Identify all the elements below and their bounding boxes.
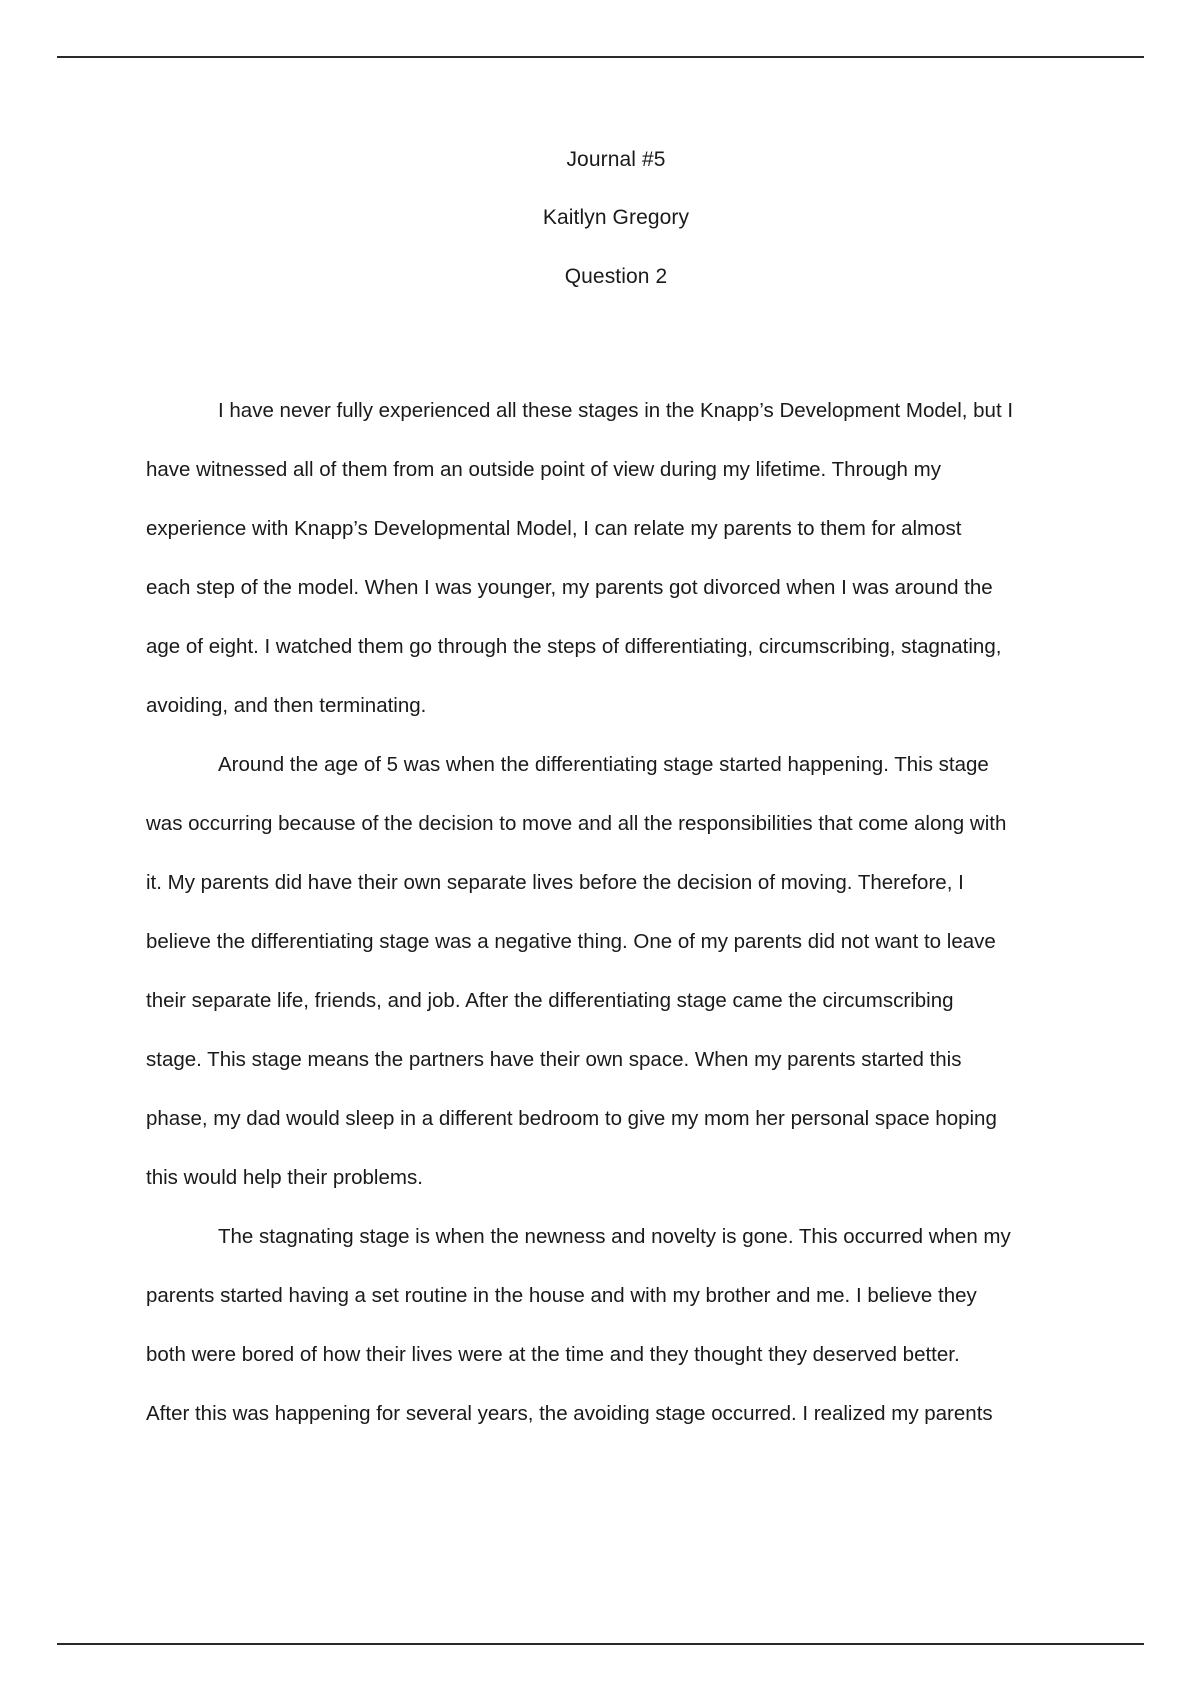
text-line: have witnessed all of them from an outside point of view during my lifetime. Through my xyxy=(146,458,941,481)
text-line: experience with Knapp’s Developmental Model, I can relate my parents to them for almost xyxy=(146,517,962,540)
text-line: Around the age of 5 was when the differentiating stage started happening. This stage xyxy=(218,753,989,776)
text-line: it. My parents did have their own separate lives before the decision of moving. Therefore, I xyxy=(146,871,964,894)
text-line: age of eight. I watched them go through the steps of differentiating, circumscribing, stagnating, xyxy=(146,635,1002,658)
text-line: each step of the model. When I was younger, my parents got divorced when I was around the xyxy=(146,576,993,599)
text-line: stage. This stage means the partners have their own space. When my parents started this xyxy=(146,1048,962,1071)
footer-rule xyxy=(57,1643,1144,1645)
document-body xyxy=(146,381,1086,1443)
text-line: I have never fully experienced all these stages in the Knapp’s Development Model, but I xyxy=(218,399,1014,422)
text-line: this would help their problems. xyxy=(146,1166,423,1189)
text-line: The stagnating stage is when the newness and novelty is gone. This occurred when my xyxy=(218,1225,1011,1248)
text-line: both were bored of how their lives were at the time and they thought they deserved better. xyxy=(146,1343,960,1366)
header-rule xyxy=(57,56,1144,58)
text-line: parents started having a set routine in the house and with my brother and me. I believe they xyxy=(146,1284,977,1307)
text-line: After this was happening for several years, the avoiding stage occurred. I realized my parents xyxy=(146,1402,993,1425)
question-label: Question 2 xyxy=(564,265,668,288)
text-line: believe the differentiating stage was a negative thing. One of my parents did not want to leave xyxy=(146,930,996,953)
text-line: was occurring because of the decision to move and all the responsibilities that come along with xyxy=(146,812,1007,835)
paragraph-3 xyxy=(146,1207,1086,1443)
document-title: Journal #5 xyxy=(566,148,666,171)
text-line: phase, my dad would sleep in a different bedroom to give my mom her personal space hoping xyxy=(146,1107,997,1130)
paragraph-1 xyxy=(146,381,1086,735)
text-line: avoiding, and then terminating. xyxy=(146,694,427,717)
paragraph-2 xyxy=(146,735,1086,1207)
author-name: Kaitlyn Gregory xyxy=(542,206,690,229)
text-line: their separate life, friends, and job. After the differentiating stage came the circumscribing xyxy=(146,989,954,1012)
